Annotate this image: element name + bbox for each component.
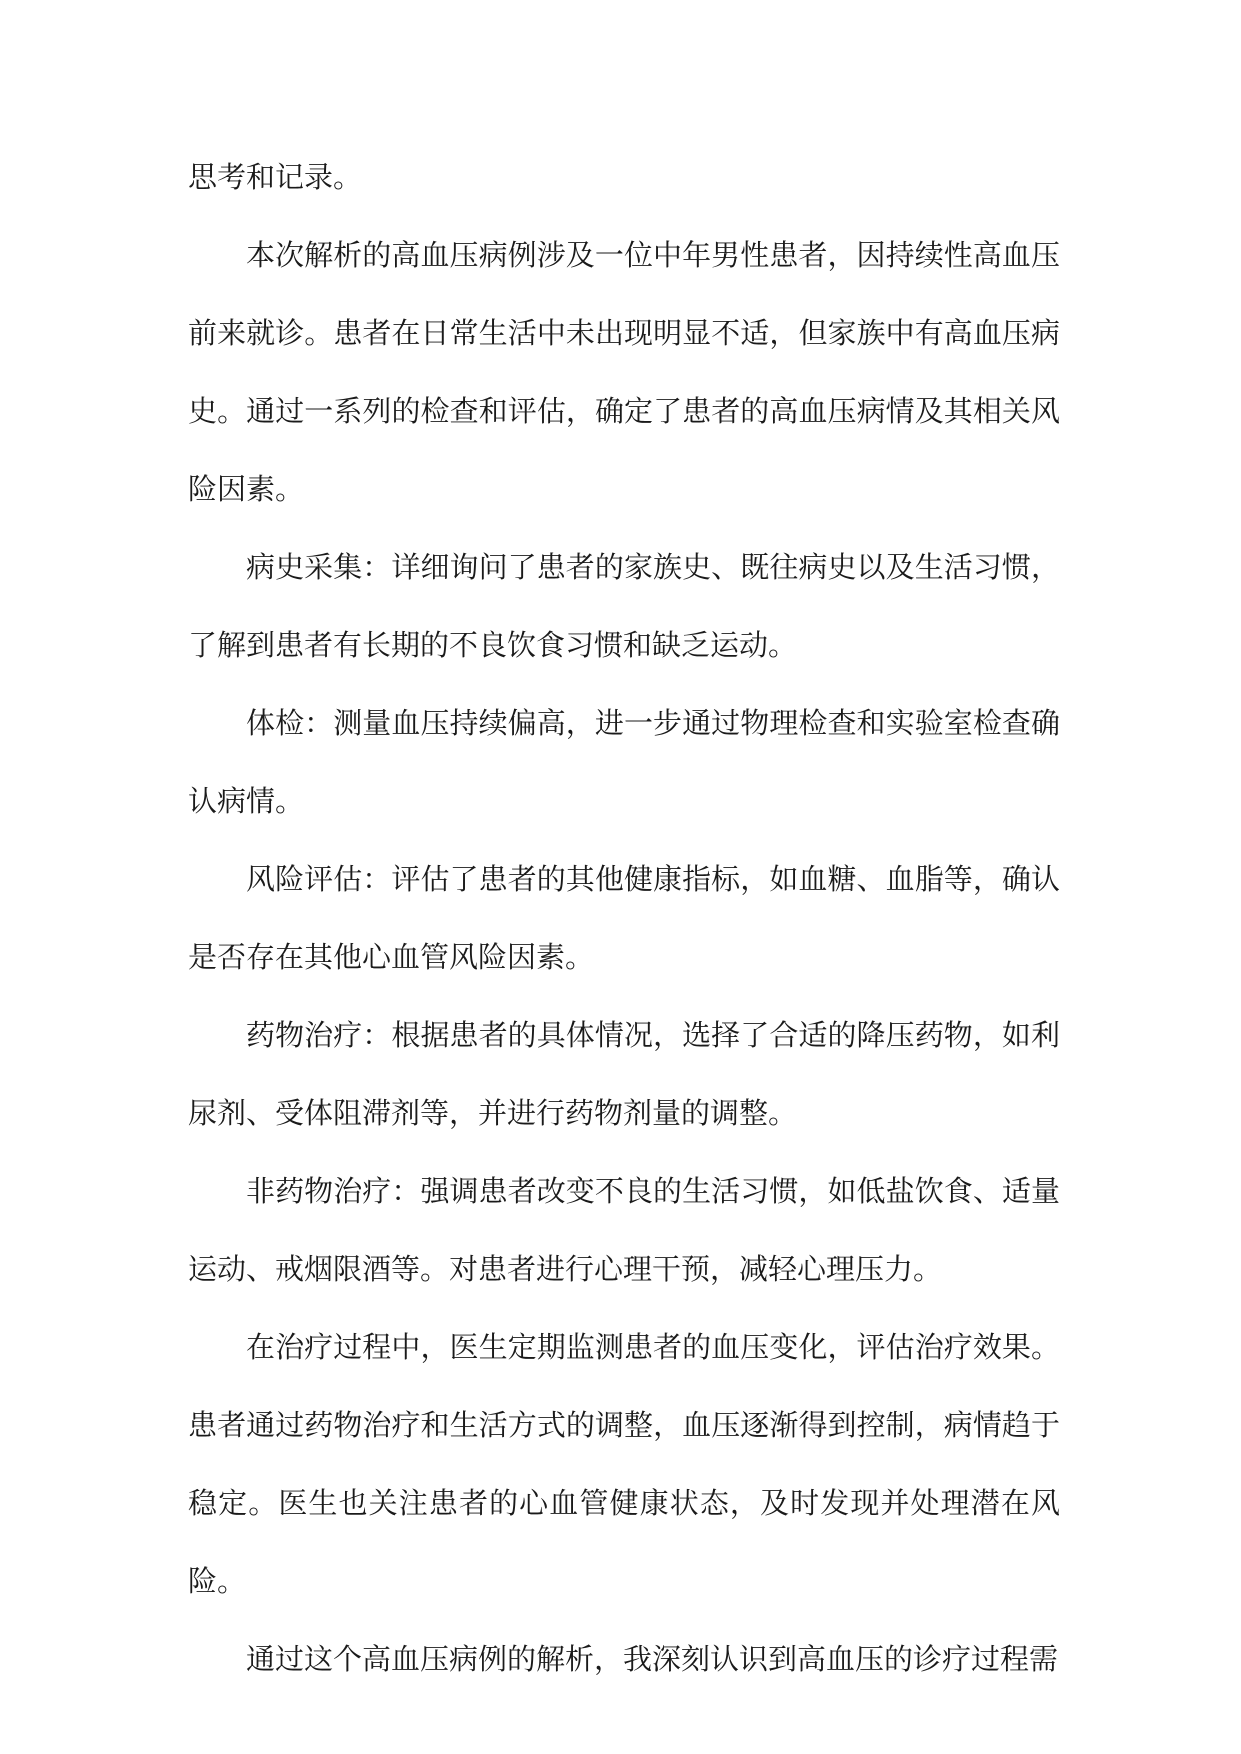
paragraph: 病史采集：详细询问了患者的家族史、既往病史以及生活习惯，了解到患者有长期的不良饮食习惯和缺乏运动。: [188, 550, 1060, 662]
paragraph: 本次解析的高血压病例涉及一位中年男性患者，因持续性高血压前来就诊。患者在日常生活中未出现明显不适，但家族中有高血压病史。通过一系列的检查和评估，确定了患者的高血压病情及其相关风险因素。: [188, 238, 1060, 506]
paragraph: 非药物治疗：强调患者改变不良的生活习惯，如低盐饮食、适量运动、戒烟限酒等。对患者进行心理干预，减轻心理压力。: [188, 1174, 1060, 1286]
paragraph: 体检：测量血压持续偏高，进一步通过物理检查和实验室检查确认病情。: [188, 706, 1060, 818]
document-body: [188, 138, 1060, 1698]
paragraph: 药物治疗：根据患者的具体情况，选择了合适的降压药物，如利尿剂、受体阻滞剂等，并进行药物剂量的调整。: [188, 1018, 1060, 1130]
paragraph: 风险评估：评估了患者的其他健康指标，如血糖、血脂等，确认是否存在其他心血管风险因素。: [188, 862, 1060, 974]
paragraph: 通过这个高血压病例的解析，我深刻认识到高血压的诊疗过程需: [246, 1642, 1059, 1676]
paragraph: 在治疗过程中，医生定期监测患者的血压变化，评估治疗效果。患者通过药物治疗和生活方式的调整，血压逐渐得到控制，病情趋于稳定。医生也关注患者的心血管健康状态，及时发现并处理潜在风险。: [188, 1330, 1060, 1598]
paragraph: 思考和记录。: [188, 160, 363, 194]
